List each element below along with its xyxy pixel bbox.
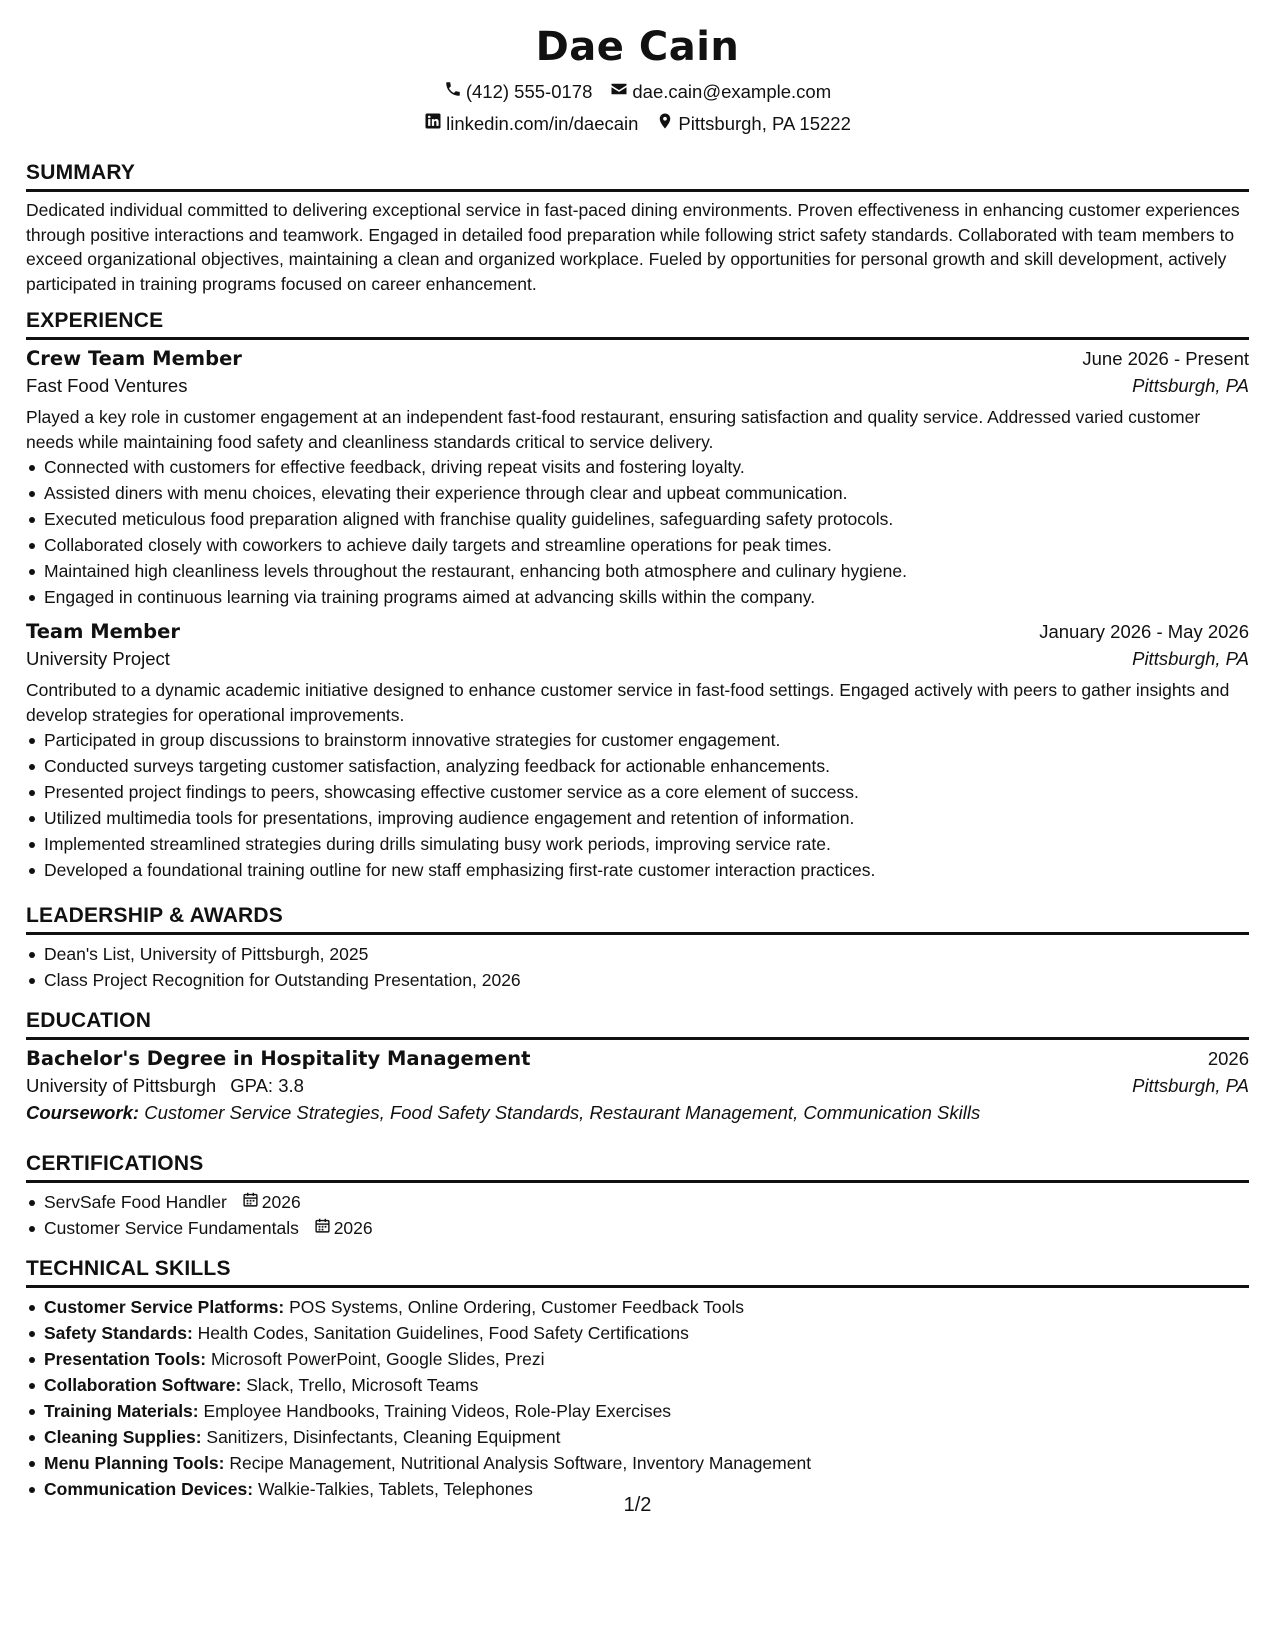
awards-list [26,941,1249,993]
skill-category: Cleaning Supplies: [44,1427,202,1447]
location-text: Pittsburgh, PA 15222 [678,112,851,134]
coursework [26,1102,1249,1124]
certification-year: 2026 [333,1218,373,1238]
job-description: Contributed to a dynamic academic initiative designed to enhance customer service in fast-food settings. Engaged actively with peers to gather insights and develop strategies for operational improvements. [26,680,1230,725]
list-item [26,1372,1249,1398]
list-item: Maintained high cleanliness levels throughout the restaurant, enhancing both atmosphere and culinary hygiene. [26,558,1249,584]
envelope-icon [610,80,628,103]
skill-values: Slack, Trello, Microsoft Teams [246,1375,479,1395]
skill-values: Sanitizers, Disinfectants, Cleaning Equipment [206,1427,561,1447]
skill-values: Recipe Management, Nutritional Analysis Software, Inventory Management [229,1453,812,1473]
gpa: GPA: 3.8 [230,1075,304,1096]
list-item [26,1320,1249,1346]
skill-values: POS Systems, Online Ordering, Customer Feedback Tools [289,1297,744,1317]
skill-category: Presentation Tools: [44,1349,207,1369]
job-dates: January 2026 - May 2026 [1039,621,1249,642]
list-item [26,1189,1249,1215]
certification-date [314,1215,373,1241]
list-item: Engaged in continuous learning via training programs aimed at advancing skills within the company. [26,584,1249,610]
job-entry [26,620,1249,883]
calendar-icon [242,1189,259,1215]
skills-list [26,1294,1249,1502]
list-item: Presented project findings to peers, showcasing effective customer service as a core element of success. [26,779,1249,805]
calendar-icon [314,1215,331,1241]
job-bullets [26,454,1249,610]
certification-name: Customer Service Fundamentals [44,1218,299,1238]
summary-text: Dedicated individual committed to delivering exceptional service in fast-paced dining environments. Proven effectiveness in enhancing customer experiences through positive interactions and teamwork. Engaged in detailed food preparation while following strict safety standards. Collaborated with team members to exceed organizational objectives, maintaining a clean and organized workplace. Fueled by opportunities for personal growth and skill development, actively participated in training programs focused on career enhancement. [26,200,1240,294]
list-item [26,1450,1249,1476]
skill-category: Menu Planning Tools: [44,1453,225,1473]
list-item: Assisted diners with menu choices, elevating their experience through clear and upbeat communication. [26,480,1249,506]
certifications-section [26,1152,1249,1241]
list-item [26,1346,1249,1372]
list-item: Connected with customers for effective feedback, driving repeat visits and fostering loyalty. [26,454,1249,480]
section-title: TECHNICAL SKILLS [26,1257,1249,1288]
section-title: EXPERIENCE [26,309,1249,340]
phone-icon [444,80,462,103]
degree-title: Bachelor's Degree in Hospitality Management [26,1047,531,1070]
candidate-name: Dae Cain [535,24,740,70]
certifications-list [26,1189,1249,1241]
list-item [26,1398,1249,1424]
list-item: Collaborated closely with coworkers to achieve daily targets and streamline operations for peak times. [26,532,1249,558]
education-section [26,1009,1249,1124]
coursework-label: Coursework: [26,1102,140,1123]
job-title: Team Member [26,620,180,643]
list-item: Class Project Recognition for Outstanding Presentation, 2026 [26,967,1249,993]
job-location: Pittsburgh, PA [1132,648,1249,669]
list-item: Developed a foundational training outline for new staff emphasizing first-rate customer interaction practices. [26,857,1249,883]
list-item: Dean's List, University of Pittsburgh, 2025 [26,941,1249,967]
skill-values: Employee Handbooks, Training Videos, Role-Play Exercises [203,1401,672,1421]
skill-category: Customer Service Platforms: [44,1297,285,1317]
phone-contact[interactable] [444,80,593,103]
job-organization: Fast Food Ventures [26,375,188,396]
job-description: Played a key role in customer engagement at an independent fast-food restaurant, ensuring satisfaction and quality service. Addressed varied customer needs while maintaining food safety and cleanliness standards critical to service delivery. [26,407,1201,452]
graduation-year: 2026 [1207,1048,1249,1069]
school-info [26,1075,304,1097]
coursework-list: Customer Service Strategies, Food Safety Standards, Restaurant Management, Communication Skills [144,1102,981,1123]
job-entry [26,347,1249,610]
phone-text: (412) 555-0178 [465,80,593,102]
page-number: 1/2 [623,1494,652,1516]
linkedin-icon [424,112,442,135]
skill-category: Communication Devices: [44,1479,254,1499]
list-item [26,1294,1249,1320]
list-item: Executed meticulous food preparation aligned with franchise quality guidelines, safeguarding safety protocols. [26,506,1249,532]
job-bullets [26,727,1249,883]
section-title: EDUCATION [26,1009,1249,1040]
summary-section [26,161,1249,296]
skills-section [26,1257,1249,1502]
experience-section [26,309,1249,883]
skill-values: Health Codes, Sanitation Guidelines, Food Safety Certifications [197,1323,689,1343]
skill-category: Training Materials: [44,1401,199,1421]
job-location: Pittsburgh, PA [1132,375,1249,396]
skill-category: Collaboration Software: [44,1375,242,1395]
certification-year: 2026 [261,1192,301,1212]
section-title: SUMMARY [26,161,1249,192]
certification-date [242,1189,301,1215]
education-subheader [26,1075,1249,1097]
education-header [26,1047,1249,1070]
job-subheader [26,648,1249,670]
linkedin-contact[interactable] [424,112,638,135]
list-item: Implemented streamlined strategies during drills simulating busy work periods, improving service rate. [26,831,1249,857]
email-contact[interactable] [610,80,831,103]
job-dates: June 2026 - Present [1082,348,1249,369]
location-contact [656,112,850,135]
skill-category: Safety Standards: [44,1323,193,1343]
school-location: Pittsburgh, PA [1132,1075,1249,1096]
contact-line-primary [26,80,1249,103]
leadership-section [26,904,1249,993]
job-title: Crew Team Member [26,347,242,370]
list-item: Participated in group discussions to brainstorm innovative strategies for customer engagement. [26,727,1249,753]
list-item: Conducted surveys targeting customer satisfaction, analyzing feedback for actionable enhancements. [26,753,1249,779]
job-organization: University Project [26,648,170,669]
job-subheader [26,375,1249,397]
job-header [26,347,1249,370]
list-item [26,1215,1249,1241]
list-item [26,1424,1249,1450]
skill-values: Microsoft PowerPoint, Google Slides, Prezi [210,1349,545,1369]
section-title: LEADERSHIP & AWARDS [26,904,1249,935]
section-title: CERTIFICATIONS [26,1152,1249,1183]
skill-values: Walkie-Talkies, Tablets, Telephones [257,1479,533,1499]
linkedin-text: linkedin.com/in/daecain [446,112,639,134]
contact-line-secondary [26,112,1249,135]
list-item: Utilized multimedia tools for presentations, improving audience engagement and retention of information. [26,805,1249,831]
school-name: University of Pittsburgh [26,1075,217,1096]
map-pin-icon [656,112,674,135]
email-text: dae.cain@example.com [632,80,832,102]
certification-name: ServSafe Food Handler [44,1192,227,1212]
job-header [26,620,1249,643]
